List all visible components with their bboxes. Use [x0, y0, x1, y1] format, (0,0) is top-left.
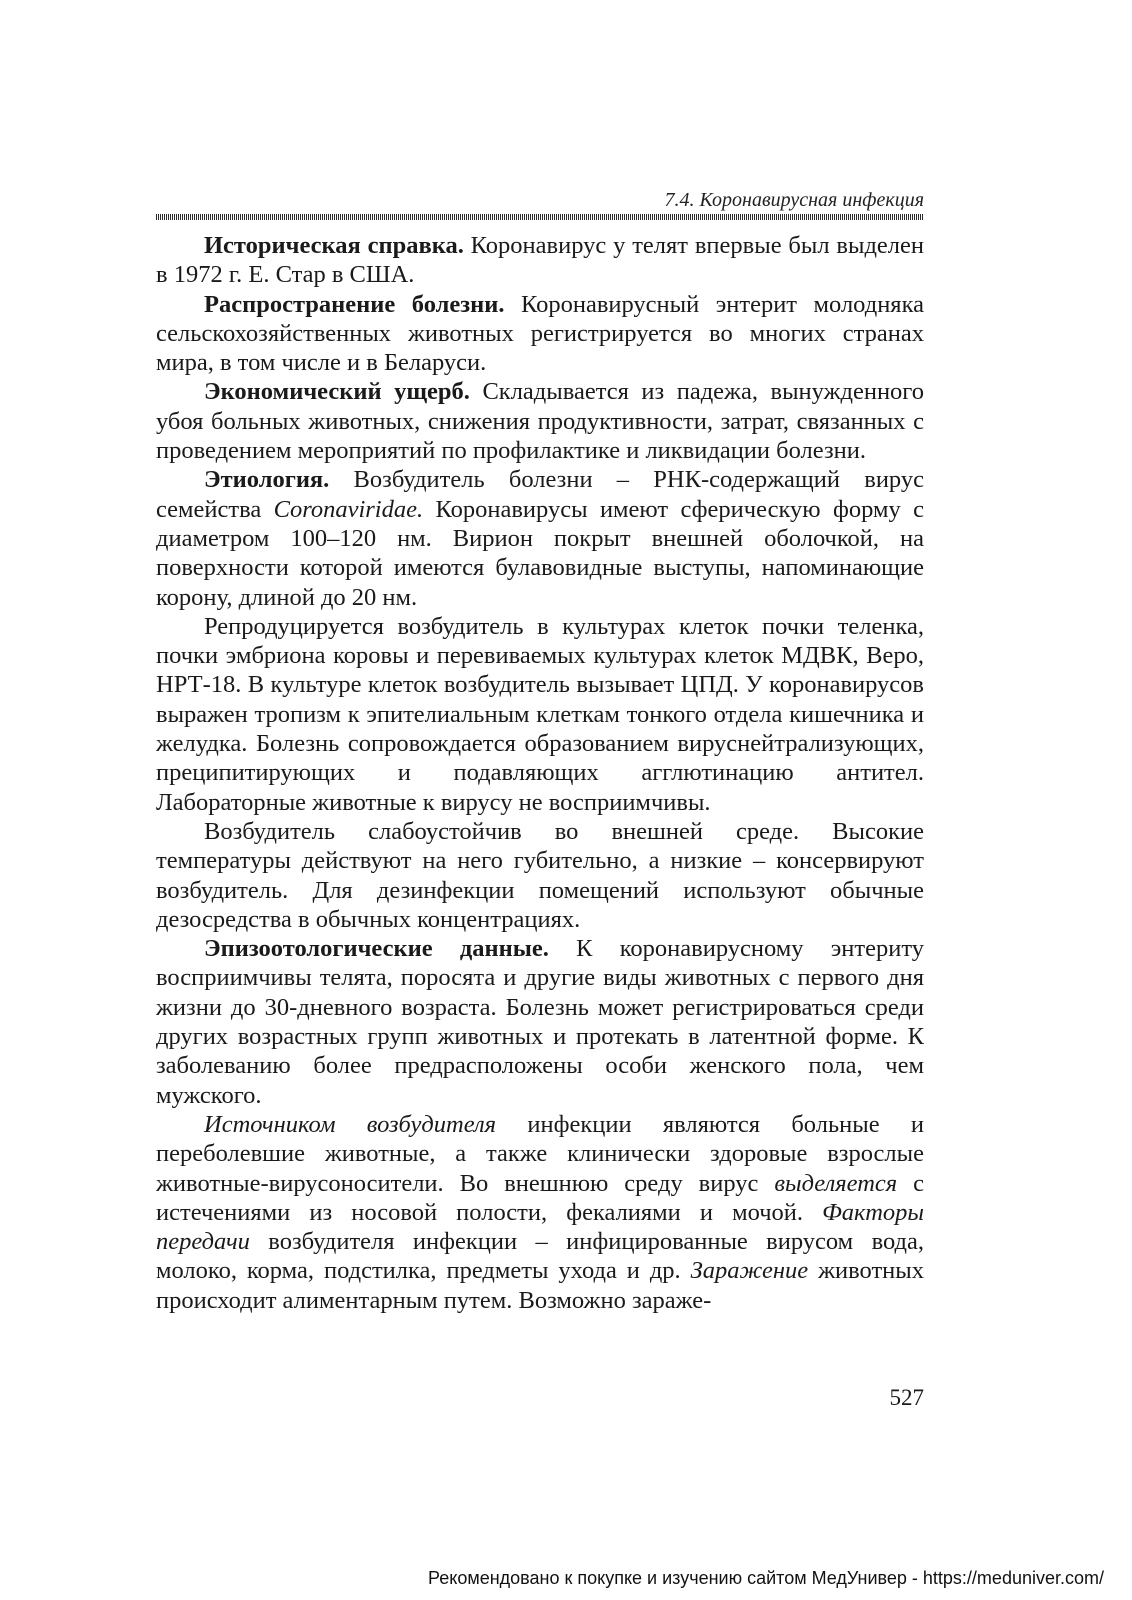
paragraph-epizootology: [156, 934, 924, 1110]
paragraph-text: К коронавирусному энтериту восприимчивы телята, поросята и другие виды животных с первого дня жизни до 30-дневного возраста. Болезнь может регистрироваться среди других возрастных групп животных и протекать в латентной форме. К заболеванию более предрасположены особи женского пола, чем мужского.: [156, 935, 924, 1109]
header-rule: [156, 214, 924, 220]
page-number: 527: [889, 1385, 924, 1410]
italic-term: Факторы передачи: [156, 1198, 924, 1256]
paragraph-text: Репродуцируется возбудитель в культурах клеток почки теленка, почки эмбриона коровы и перевиваемых культурах клеток МДВК, Веро, НРТ-18. В культуре клеток возбудитель вызывает ЦПД. У коронавирусов выражен тропизм к эпителиальным клеткам тонкого отдела кишечника и желудка. Болезнь сопровождается образованием вируснейтрализующих, преципитирующих и подавляющих агглютинацию антител. Лабораторные животные к вирусу не восприимчивы.: [156, 612, 924, 816]
paragraph-text: животных происходит алиментарным путем. Возможно зараже-: [156, 1257, 924, 1314]
paragraph-text: Коронавирус у телят впервые был выделен в 1972 г. Е. Стар в США.: [156, 232, 925, 289]
footer-note: Рекомендовано к покупке и изучению сайтом МедУнивер - https://meduniver.com/: [428, 1568, 1104, 1588]
paragraph-text: с истечениями из носовой полости, фекалиями и мочой.: [156, 1169, 925, 1226]
paragraph-lead: Экономический ущерб.: [204, 378, 470, 406]
paragraph-economic-damage: [156, 377, 924, 465]
paragraph-etiology: [156, 465, 924, 611]
paragraph-lead: Историческая справка.: [204, 232, 464, 259]
paragraph-text: возбудителя инфекции – инфицированные вирусом вода, молоко, корма, подстилка, предметы ухода и др.: [156, 1228, 924, 1285]
paragraph-reproduction: [156, 612, 924, 817]
paragraph-distribution: [156, 290, 924, 378]
paragraph-lead: Распространение болезни.: [204, 290, 505, 318]
italic-term: Источником возбудителя: [204, 1110, 497, 1138]
paragraph-source: [156, 1110, 924, 1315]
paragraph-text: Складывается из падежа, вынужденного убоя больных животных, снижения продуктивности, затрат, связанных с проведением мероприятий по профилактике и ликвидации болезни.: [156, 378, 924, 465]
paragraph-text: Коронавирусный энтерит молодняка сельскохозяйственных животных регистрируется во многих странах мира, в том числе и в Беларуси.: [156, 290, 924, 377]
italic-term: Заражение: [690, 1257, 809, 1285]
paragraph-text: Возбудитель слабоустойчив во внешней среде. Высокие температуры действуют на него губительно, а низкие – консервируют возбудитель. Для дезинфекции помещений используют обычные дезосредства в обычных концентрациях.: [156, 817, 924, 933]
running-head: 7.4. Коронавирусная инфекция: [664, 189, 924, 211]
taxon-name: Coronaviridae.: [273, 495, 424, 523]
paragraph-lead: Эпизоотологические данные.: [204, 935, 549, 963]
paragraph-text: Возбудитель болезни – РНК-содержащий вирус семейства: [156, 466, 924, 523]
paragraph-resistance: [156, 817, 924, 934]
italic-term: выделяется: [774, 1169, 898, 1197]
paragraph-text: Коронавирусы имеют сферическую форму с диаметром 100–120 нм. Вирион покрыт внешней оболочкой, на поверхности которой имеются булавовидные выступы, напоминающие корону, длиной до 20 нм.: [156, 495, 924, 611]
body-text: [156, 231, 924, 1315]
paragraph-lead: Этиология.: [204, 466, 330, 494]
paragraph-history: [156, 231, 924, 290]
paragraph-text: инфекции являются больные и переболевшие животные, а также клинически здоровые взрослые животные-вирусоносители. Во внешнюю среду вирус: [156, 1110, 924, 1197]
